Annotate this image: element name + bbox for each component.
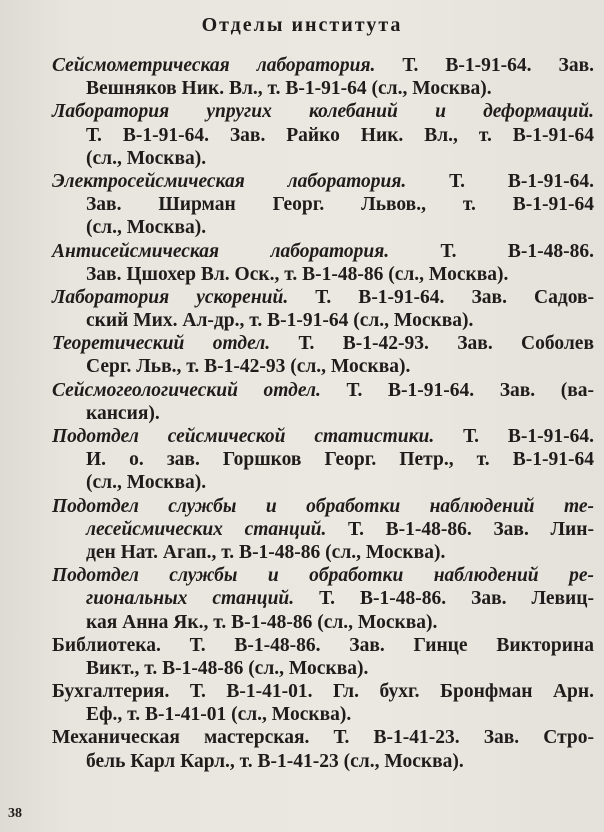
entry-line xyxy=(46,657,594,680)
department-name: Сейсмометрическая лаборатория. xyxy=(52,55,376,76)
entry-text: Т. В-1-42-93. Зав. Соболев xyxy=(270,333,594,355)
entry-line xyxy=(46,471,594,494)
entry-text: Викт., т. В-1-48-86 (сл., Москва). xyxy=(86,657,369,679)
entry-text: Т. В-1-91-64. xyxy=(406,170,594,192)
entry-line xyxy=(46,193,594,216)
entry-line xyxy=(46,564,594,587)
department-entry xyxy=(46,100,594,170)
department-name: Антисейсмическая лаборатория. xyxy=(52,240,390,262)
entry-line xyxy=(46,216,594,239)
entry-text: (сл., Москва). xyxy=(86,147,207,169)
entry-text: Т. В-1-91-64. Зав. xyxy=(375,55,594,76)
entry-text: Т. В-1-48-86. Зав. Лин- xyxy=(326,518,594,540)
entry-text: (сл., Москва). xyxy=(86,472,207,494)
entry-line xyxy=(46,332,594,355)
entry-line xyxy=(46,309,594,332)
entry-line xyxy=(46,495,594,518)
department-name: Лаборатория ускорений. xyxy=(52,286,289,308)
entry-line xyxy=(46,587,594,610)
entry-text: Зав. Цшохер Вл. Оск., т. В-1-48-86 (сл., Москва). xyxy=(86,263,509,285)
entry-line xyxy=(46,54,594,77)
entry-line xyxy=(46,518,594,541)
department-name: Подотдел службы и обработки наблюдений ре- xyxy=(52,565,594,587)
entry-text: Т. В-1-91-64. Зав. Райко Ник. Вл., т. В-1-91-64 xyxy=(86,124,594,146)
page-number: 38 xyxy=(8,806,22,821)
department-entry xyxy=(46,286,594,332)
entry-line xyxy=(46,147,594,170)
entry-text: Механическая мастерская. Т. В-1-41-23. Зав. Стро- xyxy=(52,727,594,749)
entry-line xyxy=(46,541,594,564)
department-entry xyxy=(46,634,594,680)
department-list xyxy=(46,54,594,773)
entry-line xyxy=(46,379,594,402)
entry-line xyxy=(46,240,594,263)
entry-line xyxy=(46,263,594,286)
entry-text: (сл., Москва). xyxy=(86,217,207,239)
department-entry xyxy=(46,680,594,726)
entry-line xyxy=(46,750,594,773)
entry-text: ский Мих. Ал-др., т. В-1-91-64 (сл., Москва). xyxy=(86,310,474,332)
entry-line xyxy=(46,170,594,193)
department-name: Теоретический отдел. xyxy=(52,333,271,355)
entry-line xyxy=(46,124,594,147)
entry-line xyxy=(46,448,594,471)
entry-line xyxy=(46,726,594,749)
entry-line xyxy=(46,355,594,378)
entry-text: Бухгалтерия. Т. В-1-41-01. Гл. бухг. Бронфман Арн. xyxy=(52,681,594,703)
page-title: Отделы института xyxy=(201,14,403,36)
department-entry xyxy=(46,726,594,772)
entry-text: Т. В-1-48-86. xyxy=(389,240,594,262)
entry-text: И. о. зав. Горшков Георг. Петр., т. В-1-91-64 xyxy=(86,449,594,471)
department-name: Подотдел службы и обработки наблюдений те- xyxy=(52,495,594,517)
entry-text: Вешняков Ник. Вл., т. В-1-91-64 (сл., Москва). xyxy=(86,78,492,100)
department-entry xyxy=(46,495,594,565)
entry-line xyxy=(46,634,594,657)
entry-text: Т. В-1-91-64. Зав. (ва- xyxy=(320,379,594,401)
department-name: Подотдел сейсмической статистики. xyxy=(52,426,435,447)
department-entry xyxy=(46,379,594,425)
entry-text: Т. В-1-91-64. xyxy=(434,426,594,447)
department-name: лесейсмических станций. xyxy=(86,518,327,540)
entry-line xyxy=(46,286,594,309)
department-name: Лаборатория упругих колебаний и деформаций. xyxy=(52,101,594,123)
entry-text: бель Карл Карл., т. В-1-41-23 (сл., Москва). xyxy=(86,750,464,772)
department-entry xyxy=(46,240,594,286)
entry-line xyxy=(46,703,594,726)
entry-text: Еф., т. В-1-41-01 (сл., Москва). xyxy=(86,704,352,726)
entry-text: Библиотека. Т. В-1-48-86. Зав. Гинце Викторина xyxy=(52,634,594,656)
department-name: гиональных станций. xyxy=(86,588,295,610)
entry-text: Серг. Льв., т. В-1-42-93 (сл., Москва). xyxy=(86,356,411,378)
entry-text: Зав. Ширман Георг. Львов., т. В-1-91-64 xyxy=(86,194,594,216)
department-name: Электросейсмическая лаборатория. xyxy=(52,170,407,192)
entry-line xyxy=(46,425,594,448)
department-entry xyxy=(46,332,594,378)
department-entry xyxy=(46,564,594,634)
department-entry xyxy=(46,170,594,240)
entry-line xyxy=(46,77,594,100)
entry-text: ден Нат. Агап., т. В-1-48-86 (сл., Москва). xyxy=(86,541,446,563)
department-entry xyxy=(46,425,594,495)
department-entry xyxy=(46,54,594,100)
entry-line xyxy=(46,680,594,703)
department-name: Сейсмогеологический отдел. xyxy=(52,379,321,401)
entry-line xyxy=(46,402,594,425)
entry-text: кая Анна Як., т. В-1-48-86 (сл., Москва). xyxy=(86,611,438,633)
entry-line xyxy=(46,611,594,634)
entry-text: Т. В-1-91-64. Зав. Садов- xyxy=(288,286,594,308)
entry-text: кансия). xyxy=(86,402,160,424)
entry-line xyxy=(46,100,594,123)
entry-text: Т. В-1-48-86. Зав. Левиц- xyxy=(294,588,594,610)
